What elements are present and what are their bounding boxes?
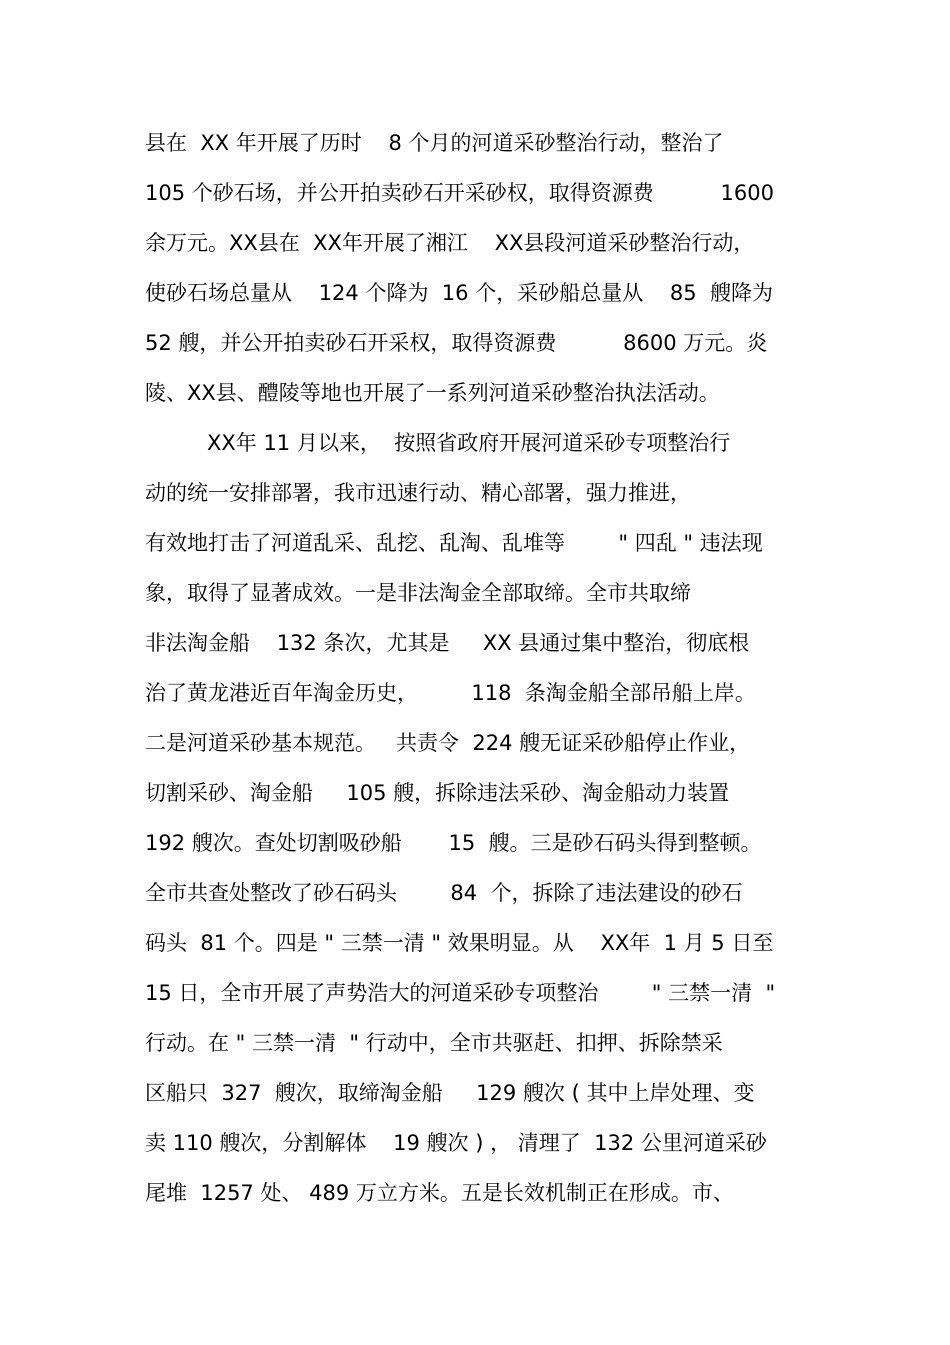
text-line: 15 日，全市开展了声势浩大的河道采砂专项整治 " 三禁一清 ": [145, 981, 776, 1005]
paragraph-first-line: XX年 11 月以来， 按照省政府开展河道采砂专项整治行: [207, 431, 731, 455]
body-text: [145, 118, 825, 1218]
text-line: 二是河道采砂基本规范。 共责令 224 艘无证采砂船停止作业，: [145, 731, 751, 755]
text-line: 使砂石场总量从 124 个降为 16 个，采砂船总量从 85 艘降为: [145, 281, 773, 305]
text-line: 县在 XX 年开展了历时 8 个月的河道采砂整治行动，整治了: [145, 131, 724, 155]
text-line: 切割采砂、淘金船 105 艘，拆除违法采砂、淘金船动力装置: [145, 781, 730, 805]
text-line: 行动。在 " 三禁一清 " 行动中，全市共驱赶、扣押、拆除禁采: [145, 1031, 723, 1055]
text-line: 治了黄龙港近百年淘金历史， 118 条淘金船全部吊船上岸。: [145, 681, 756, 705]
text-line: 陵、XX县、醴陵等地也开展了一系列河道采砂整治执法活动。: [145, 381, 720, 405]
text-line: 192 艘次。查处切割吸砂船 15 艘。三是砂石码头得到整顿。: [145, 831, 762, 855]
text-line: 余万元。XX县在 XX年开展了湘江 XX县段河道采砂整治行动，: [145, 231, 755, 255]
text-line: 52 艘，并公开拍卖砂石开采权，取得资源费 8600 万元。炎: [145, 331, 768, 355]
text-line: 非法淘金船 132 条次，尤其是 XX 县通过集中整治，彻底根: [145, 631, 750, 655]
text-line: 全市共查处整改了砂石码头 84 个，拆除了违法建设的砂石: [145, 881, 743, 905]
text-line: 区船只 327 艘次，取缔淘金船 129 艘次 ( 其中上岸处理、变: [145, 1081, 755, 1105]
text-line: 有效地打击了河道乱采、乱挖、乱淘、乱堆等 " 四乱 " 违法现: [145, 531, 763, 555]
text-line: 尾堆 1257 处、 489 万立方米。五是长效机制正在形成。市、: [145, 1181, 734, 1205]
text-line: 码头 81 个。四是 " 三禁一清 " 效果明显。从 XX年 1 月 5 日至: [145, 931, 774, 955]
text-line: 105 个砂石场，并公开拍卖砂石开采砂权，取得资源费 1600: [145, 181, 774, 205]
text-line: 卖 110 艘次，分割解体 19 艘次 ) ， 清理了 132 公里河道采砂: [145, 1131, 767, 1155]
text-line: 动的统一安排部署，我市迅速行动、精心部署，强力推进，: [145, 481, 691, 505]
text-line: 象，取得了显著成效。一是非法淘金全部取缔。全市共取缔: [145, 581, 691, 605]
